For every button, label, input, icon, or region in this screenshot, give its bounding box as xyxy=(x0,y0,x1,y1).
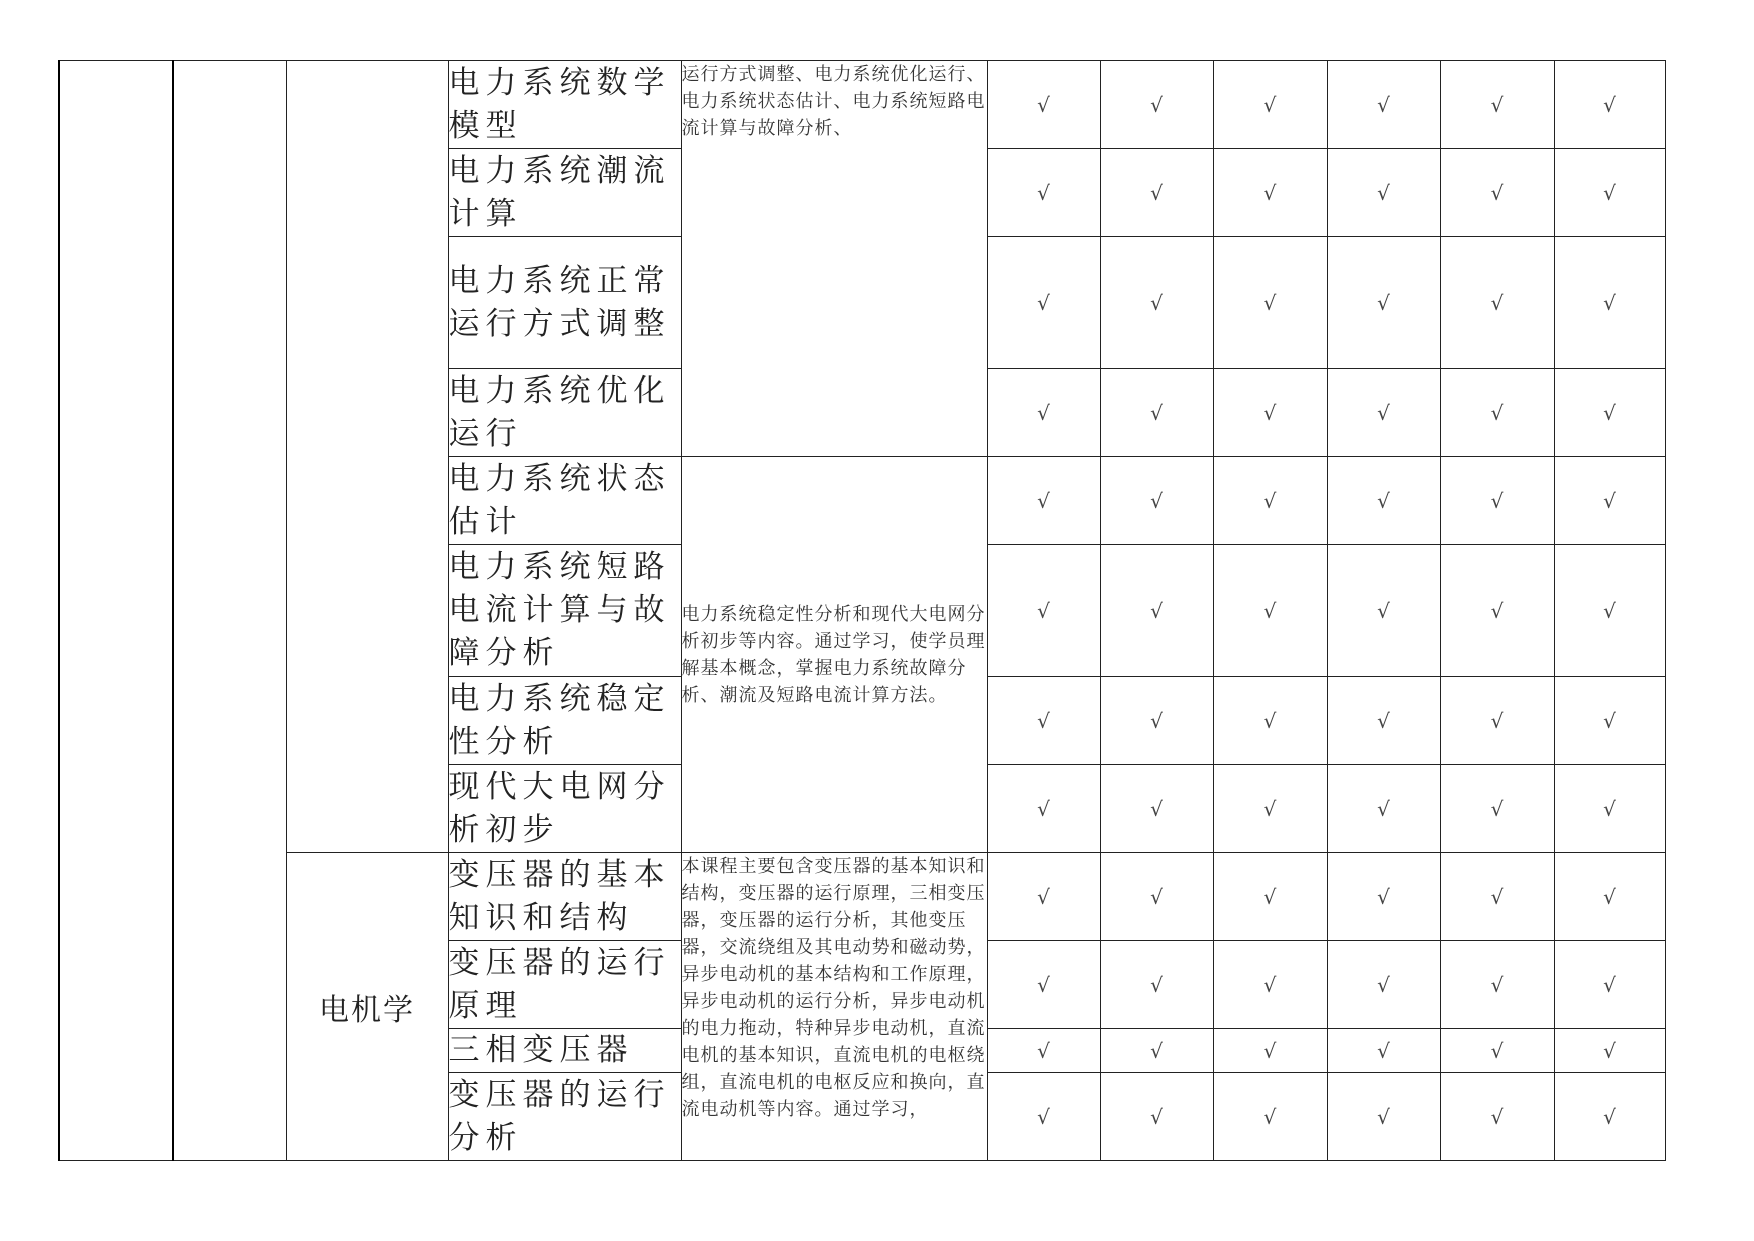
check-mark: √ xyxy=(1327,457,1440,545)
check-mark: √ xyxy=(1213,1029,1327,1073)
check-mark: √ xyxy=(1100,677,1213,765)
topic-cell: 现代大电网分析初步 xyxy=(448,765,681,853)
topic-cell: 变压器的运行原理 xyxy=(448,941,681,1029)
check-mark: √ xyxy=(1440,1073,1554,1161)
check-mark: √ xyxy=(1213,237,1327,369)
check-mark: √ xyxy=(1554,237,1665,369)
topic-cell: 变压器的基本知识和结构 xyxy=(448,853,681,941)
check-mark: √ xyxy=(1327,1073,1440,1161)
check-mark: √ xyxy=(1213,677,1327,765)
course-description: 运行方式调整、电力系统优化运行、电力系统状态估计、电力系统短路电流计算与故障分析、 xyxy=(681,61,987,457)
check-mark: √ xyxy=(1440,941,1554,1029)
topic-cell: 电力系统稳定性分析 xyxy=(448,677,681,765)
check-mark: √ xyxy=(1100,545,1213,677)
check-mark: √ xyxy=(1554,545,1665,677)
check-mark: √ xyxy=(1213,457,1327,545)
check-mark: √ xyxy=(1327,765,1440,853)
course-name-cell: 电机学 xyxy=(286,853,448,1161)
check-mark: √ xyxy=(1440,545,1554,677)
check-mark: √ xyxy=(1213,61,1327,149)
check-mark: √ xyxy=(1327,853,1440,941)
category-cell xyxy=(59,61,173,1161)
check-mark: √ xyxy=(1100,1073,1213,1161)
check-mark: √ xyxy=(1440,677,1554,765)
check-mark: √ xyxy=(1100,765,1213,853)
check-mark: √ xyxy=(1440,149,1554,237)
check-mark: √ xyxy=(1440,61,1554,149)
check-mark: √ xyxy=(987,677,1100,765)
check-mark: √ xyxy=(987,1073,1100,1161)
check-mark: √ xyxy=(1213,765,1327,853)
check-mark: √ xyxy=(1100,61,1213,149)
course-description: 电力系统稳定性分析和现代大电网分析初步等内容。通过学习，使学员理解基本概念，掌握电力系统故障分析、潮流及短路电流计算方法。 xyxy=(681,457,987,853)
topic-cell: 电力系统数学模型 xyxy=(448,61,681,149)
check-mark: √ xyxy=(1100,237,1213,369)
table-row xyxy=(59,853,1665,941)
check-mark: √ xyxy=(1100,941,1213,1029)
check-mark: √ xyxy=(987,941,1100,1029)
check-mark: √ xyxy=(1213,369,1327,457)
check-mark: √ xyxy=(1440,237,1554,369)
check-mark: √ xyxy=(1213,545,1327,677)
check-mark: √ xyxy=(987,61,1100,149)
course-name-cell xyxy=(286,61,448,853)
topic-cell: 电力系统状态估计 xyxy=(448,457,681,545)
check-mark: √ xyxy=(1327,1029,1440,1073)
check-mark: √ xyxy=(1440,765,1554,853)
check-mark: √ xyxy=(1440,853,1554,941)
check-mark: √ xyxy=(1213,853,1327,941)
check-mark: √ xyxy=(1100,149,1213,237)
course-description: 本课程主要包含变压器的基本知识和结构，变压器的运行原理，三相变压器，变压器的运行分析，其他变压器，交流绕组及其电动势和磁动势，异步电动机的基本结构和工作原理，异步电动机的运行分析，异步电动机的电力拖动，特种异步电动机，直流电机的基本知识，直流电机的电枢绕组，直流电机的电枢反应和换向，直流电动机等内容。通过学习， xyxy=(681,853,987,1161)
check-mark: √ xyxy=(987,237,1100,369)
check-mark: √ xyxy=(1554,677,1665,765)
topic-cell: 变压器的运行分析 xyxy=(448,1073,681,1161)
check-mark: √ xyxy=(1554,1029,1665,1073)
check-mark: √ xyxy=(1554,941,1665,1029)
check-mark: √ xyxy=(1327,369,1440,457)
check-mark: √ xyxy=(987,765,1100,853)
check-mark: √ xyxy=(1100,853,1213,941)
check-mark: √ xyxy=(1440,1029,1554,1073)
check-mark: √ xyxy=(1327,61,1440,149)
subcategory-cell xyxy=(173,61,286,1161)
check-mark: √ xyxy=(1100,1029,1213,1073)
check-mark: √ xyxy=(1554,1073,1665,1161)
check-mark: √ xyxy=(1327,545,1440,677)
table-row xyxy=(59,61,1665,149)
check-mark: √ xyxy=(1554,765,1665,853)
check-mark: √ xyxy=(1213,941,1327,1029)
check-mark: √ xyxy=(1554,61,1665,149)
check-mark: √ xyxy=(987,853,1100,941)
check-mark: √ xyxy=(1554,149,1665,237)
topic-cell: 三相变压器 xyxy=(448,1029,681,1073)
check-mark: √ xyxy=(1327,677,1440,765)
topic-cell: 电力系统正常运行方式调整 xyxy=(448,237,681,369)
curriculum-table xyxy=(58,60,1666,1161)
check-mark: √ xyxy=(1327,149,1440,237)
topic-cell: 电力系统潮流计算 xyxy=(448,149,681,237)
check-mark: √ xyxy=(1554,853,1665,941)
check-mark: √ xyxy=(1327,941,1440,1029)
check-mark: √ xyxy=(1440,369,1554,457)
check-mark: √ xyxy=(1327,237,1440,369)
check-mark: √ xyxy=(987,1029,1100,1073)
check-mark: √ xyxy=(987,369,1100,457)
check-mark: √ xyxy=(1100,457,1213,545)
check-mark: √ xyxy=(1213,1073,1327,1161)
check-mark: √ xyxy=(987,545,1100,677)
check-mark: √ xyxy=(1440,457,1554,545)
check-mark: √ xyxy=(987,149,1100,237)
check-mark: √ xyxy=(1100,369,1213,457)
check-mark: √ xyxy=(987,457,1100,545)
topic-cell: 电力系统优化运行 xyxy=(448,369,681,457)
check-mark: √ xyxy=(1213,149,1327,237)
topic-cell: 电力系统短路电流计算与故障分析 xyxy=(448,545,681,677)
check-mark: √ xyxy=(1554,457,1665,545)
check-mark: √ xyxy=(1554,369,1665,457)
